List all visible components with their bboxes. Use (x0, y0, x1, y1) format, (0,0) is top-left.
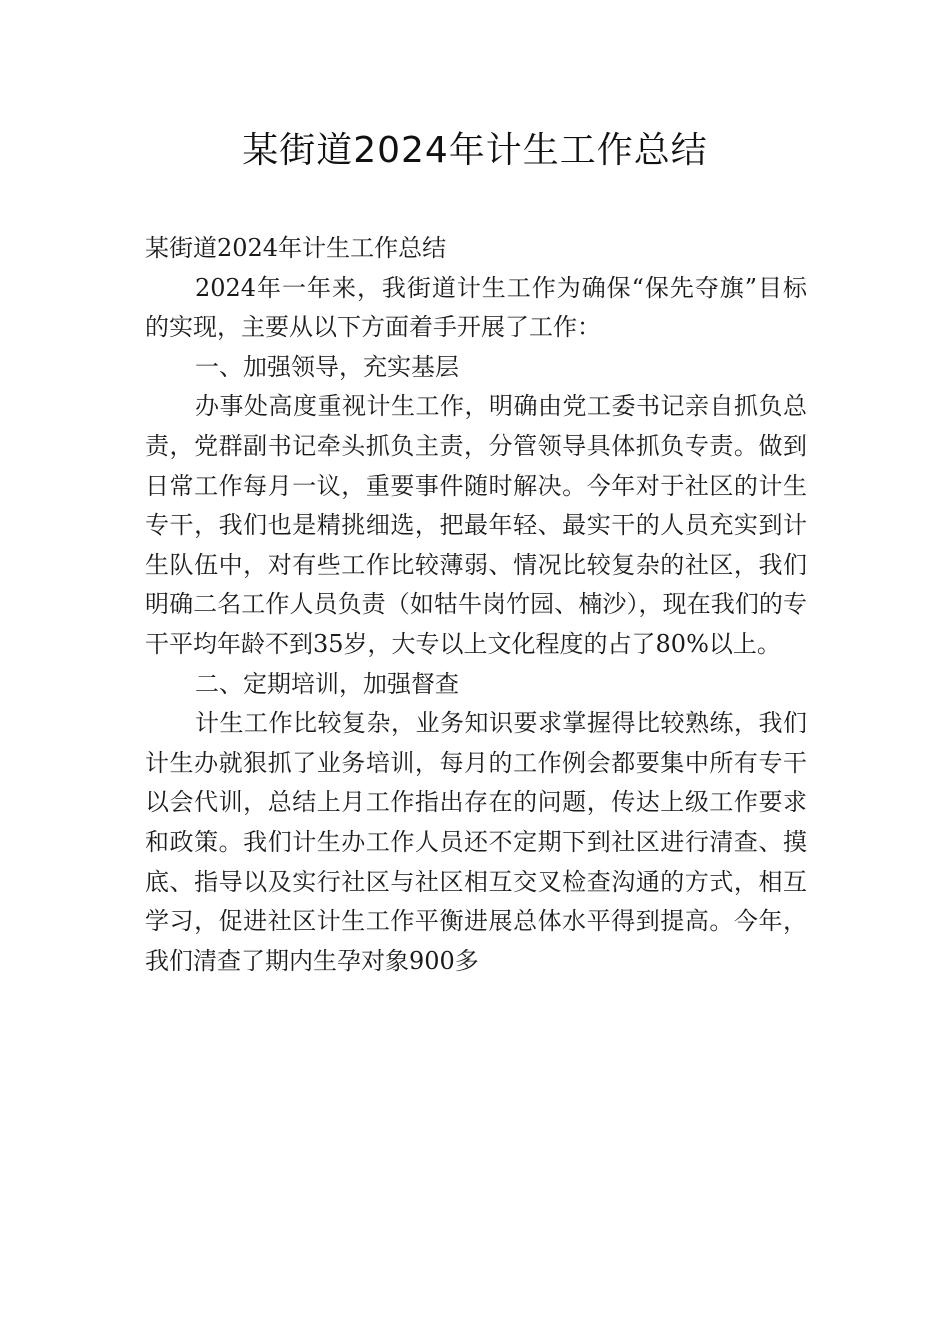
paragraph-subtitle: 某街道2024年计生工作总结 (145, 234, 447, 262)
paragraph-intro: 2024年一年来，我街道计生工作为确保“保先夺旗”目标的实现，主要从以下方面着手开展了工作： (145, 273, 807, 342)
section-heading-1: 一、加强领导，充实基层 (195, 352, 459, 381)
section-heading-2: 二、定期培训，加强督查 (195, 669, 459, 698)
paragraph-section-2: 计生工作比较复杂，业务知识要求掌握得比较熟练，我们计生办就狠抓了业务培训，每月的工作例会都要集中所有专干以会代训，总结上月工作指出存在的问题，传达上级工作要求和政策。我们计生办工作人员还不定期下到社区进行清查、摸底、指导以及实行社区与社区相互交叉检查沟通的方式，相互学习，促进社区计生工作平衡进展总体水平得到提高。今年，我们清查了期内生孕对象900多 (145, 709, 807, 975)
document-title: 某街道2024年计生工作总结 (242, 130, 708, 171)
paragraph-section-1: 办事处高度重视计生工作，明确由党工委书记亲自抓负总责，党群副书记牵头抓负主责，分管领导具体抓负专责。做到日常工作每月一议，重要事件随时解决。今年对于社区的计生专干，我们也是精挑细选，把最年轻、最实干的人员充实到计生队伍中，对有些工作比较薄弱、情况比较复杂的社区，我们明确二名工作人员负责（如牯牛岗竹园、楠沙），现在我们的专干平均年龄不到35岁，大专以上文化程度的占了80%以上。 (145, 392, 807, 658)
document-body (145, 229, 807, 981)
